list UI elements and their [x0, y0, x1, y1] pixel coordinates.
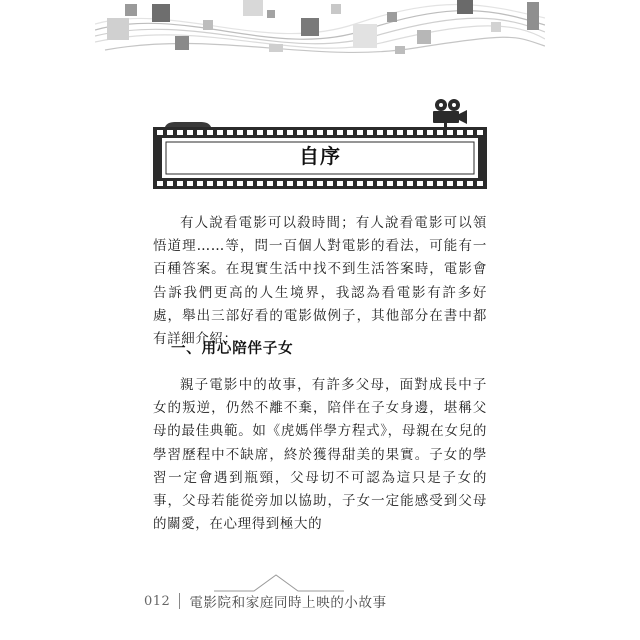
section-heading: 一、用心陪伴子女	[171, 341, 294, 357]
book-title: 電影院和家庭同時上映的小故事	[189, 595, 387, 611]
paragraph-text: 有人說看電影可以殺時間；有人說看電影可以領悟道理……等，問一百個人對電影的看法，可能有一百種答案。在現實生活中找不到生活答案時，電影會告訴我們更高的人生境界，我認為看電影有許多好處，舉出三部好看的電影做例子，其他部分在書中都有詳細介紹：	[153, 215, 487, 348]
abstract-squares-decoration	[95, 0, 545, 60]
footer-divider	[179, 593, 180, 609]
page-number: 012	[144, 593, 171, 609]
chapter-title-banner	[153, 96, 487, 190]
page-footer	[144, 588, 387, 614]
intro-paragraph	[153, 212, 487, 351]
section-paragraph	[153, 374, 487, 536]
paragraph-text: 親子電影中的故事，有許多父母，面對成長中子女的叛逆，仍然不離不棄，陪伴在子女身邊，堪稱父母的最佳典範。如《虎媽伴學方程式》，母親在女兒的學習歷程中不缺席，終於獲得甜美的果實。子女的學習一定會遇到瓶頸，父母切不可認為這只是子女的事，父母若能從旁加以協助，子女一定能感受到父母的關愛，在心理得到極大的	[153, 377, 487, 533]
movie-camera-icon	[433, 99, 467, 130]
chapter-title: 自序	[299, 144, 341, 168]
film-strip	[153, 96, 487, 190]
